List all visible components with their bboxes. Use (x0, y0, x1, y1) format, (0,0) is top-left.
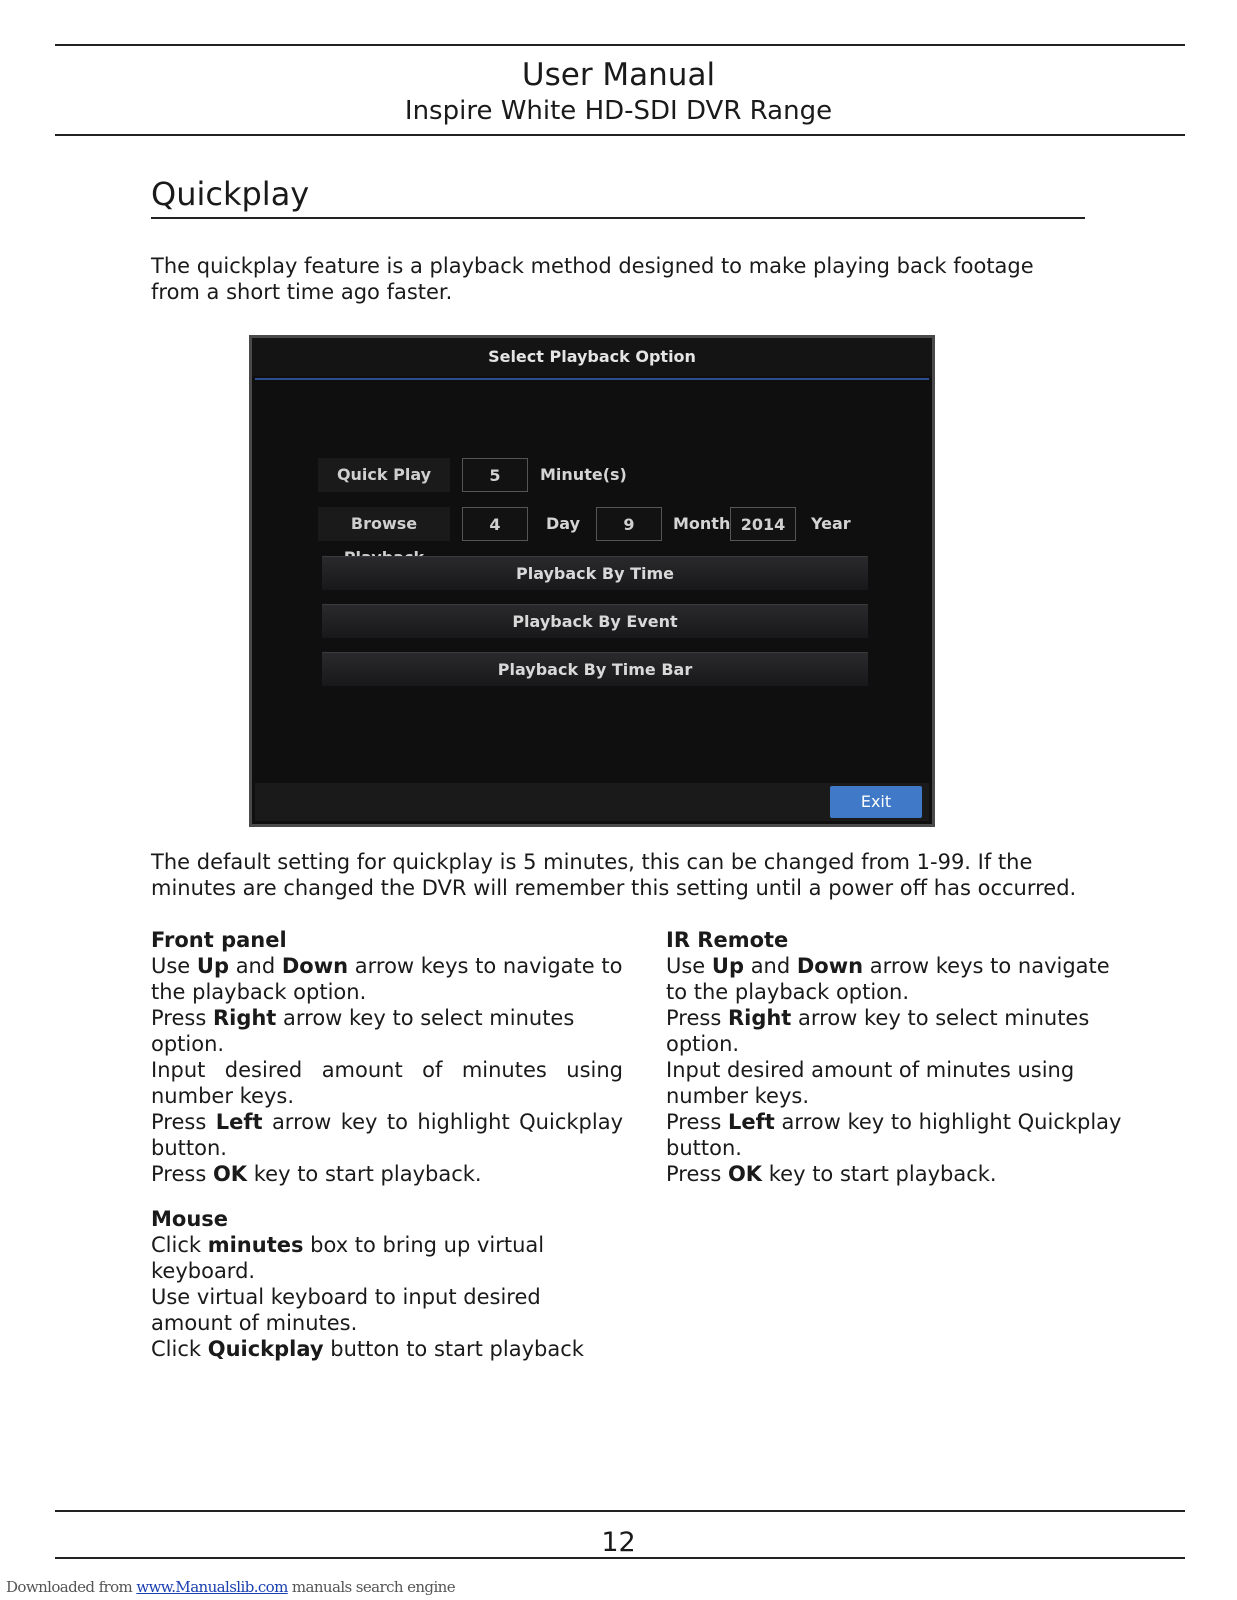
front-panel-step-2: Press Right arrow key to select minutes option. (151, 1006, 575, 1056)
front-panel-section (151, 927, 623, 1187)
header-bottom-rule (55, 134, 1185, 136)
download-footer: Downloaded from www.Manualslib.com manuals search engine (6, 1578, 455, 1596)
mouse-step-1: Click minutes box to bring up virtual keyboard. (151, 1233, 545, 1283)
mouse-heading: Mouse (151, 1207, 229, 1231)
year-input[interactable]: 2014 (730, 507, 796, 541)
dialog-footer (255, 783, 929, 821)
ir-remote-step-1: Use Up and Down arrow keys to navigate to the playback option. (666, 954, 1110, 1004)
year-unit-label: Year (811, 514, 851, 533)
front-panel-step-3: Input desired amount of minutes using number keys. (151, 1058, 623, 1108)
playback-option-dialog (249, 335, 935, 827)
mouse-section (151, 1206, 623, 1362)
ir-remote-heading: IR Remote (666, 928, 789, 952)
footer-bottom-rule (55, 1557, 1185, 1559)
minutes-unit-label: Minute(s) (540, 465, 627, 484)
playback-by-time-bar-button[interactable]: Playback By Time Bar (322, 652, 868, 686)
quick-play-button[interactable]: Quick Play (318, 458, 450, 492)
front-panel-step-5: Press OK key to start playback. (151, 1162, 482, 1186)
manual-title: User Manual (521, 57, 716, 93)
ir-remote-step-4: Press Left arrow key to highlight Quickplay button. (666, 1110, 1122, 1160)
month-input[interactable]: 9 (596, 507, 662, 541)
month-unit-label: Month (673, 514, 731, 533)
manual-subtitle: Inspire White HD-SDI DVR Range (404, 96, 833, 126)
footer-top-rule (55, 1510, 1185, 1512)
default-setting-paragraph: The default setting for quickplay is 5 minutes, this can be changed from 1-99. If the minutes are changed the DVR will remember this setting until a power off has occurred. (151, 850, 1077, 900)
section-rule (151, 217, 1085, 219)
mouse-step-3: Click Quickplay button to start playback (151, 1337, 584, 1361)
front-panel-step-1: Use Up and Down arrow keys to navigate to the playback option. (151, 954, 623, 1004)
ir-remote-section (666, 927, 1136, 1187)
intro-paragraph: The quickplay feature is a playback method designed to make playing back footage from a short time ago faster. (151, 254, 1034, 304)
mouse-step-2: Use virtual keyboard to input desired amount of minutes. (151, 1285, 541, 1335)
manualslib-link[interactable]: www.Manualslib.com (136, 1578, 288, 1596)
minutes-input[interactable]: 5 (462, 458, 528, 492)
header-top-rule (55, 44, 1185, 46)
front-panel-step-4: Press Left arrow key to highlight Quickplay button. (151, 1110, 623, 1160)
dialog-title-rule (255, 378, 929, 380)
day-input[interactable]: 4 (462, 507, 528, 541)
dialog-title: Select Playback Option (252, 338, 932, 376)
front-panel-heading: Front panel (151, 928, 287, 952)
ir-remote-step-2: Press Right arrow key to select minutes option. (666, 1006, 1090, 1056)
playback-by-event-button[interactable]: Playback By Event (322, 604, 868, 638)
exit-button[interactable]: Exit (830, 786, 922, 818)
ir-remote-step-5: Press OK key to start playback. (666, 1162, 997, 1186)
browse-playback-button[interactable]: Browse (318, 507, 450, 541)
playback-by-time-button[interactable]: Playback By Time (322, 556, 868, 590)
day-unit-label: Day (546, 514, 581, 533)
section-title: Quickplay (151, 175, 310, 213)
page-number: 12 (601, 1527, 636, 1558)
ir-remote-step-3: Input desired amount of minutes using number keys. (666, 1058, 1075, 1108)
